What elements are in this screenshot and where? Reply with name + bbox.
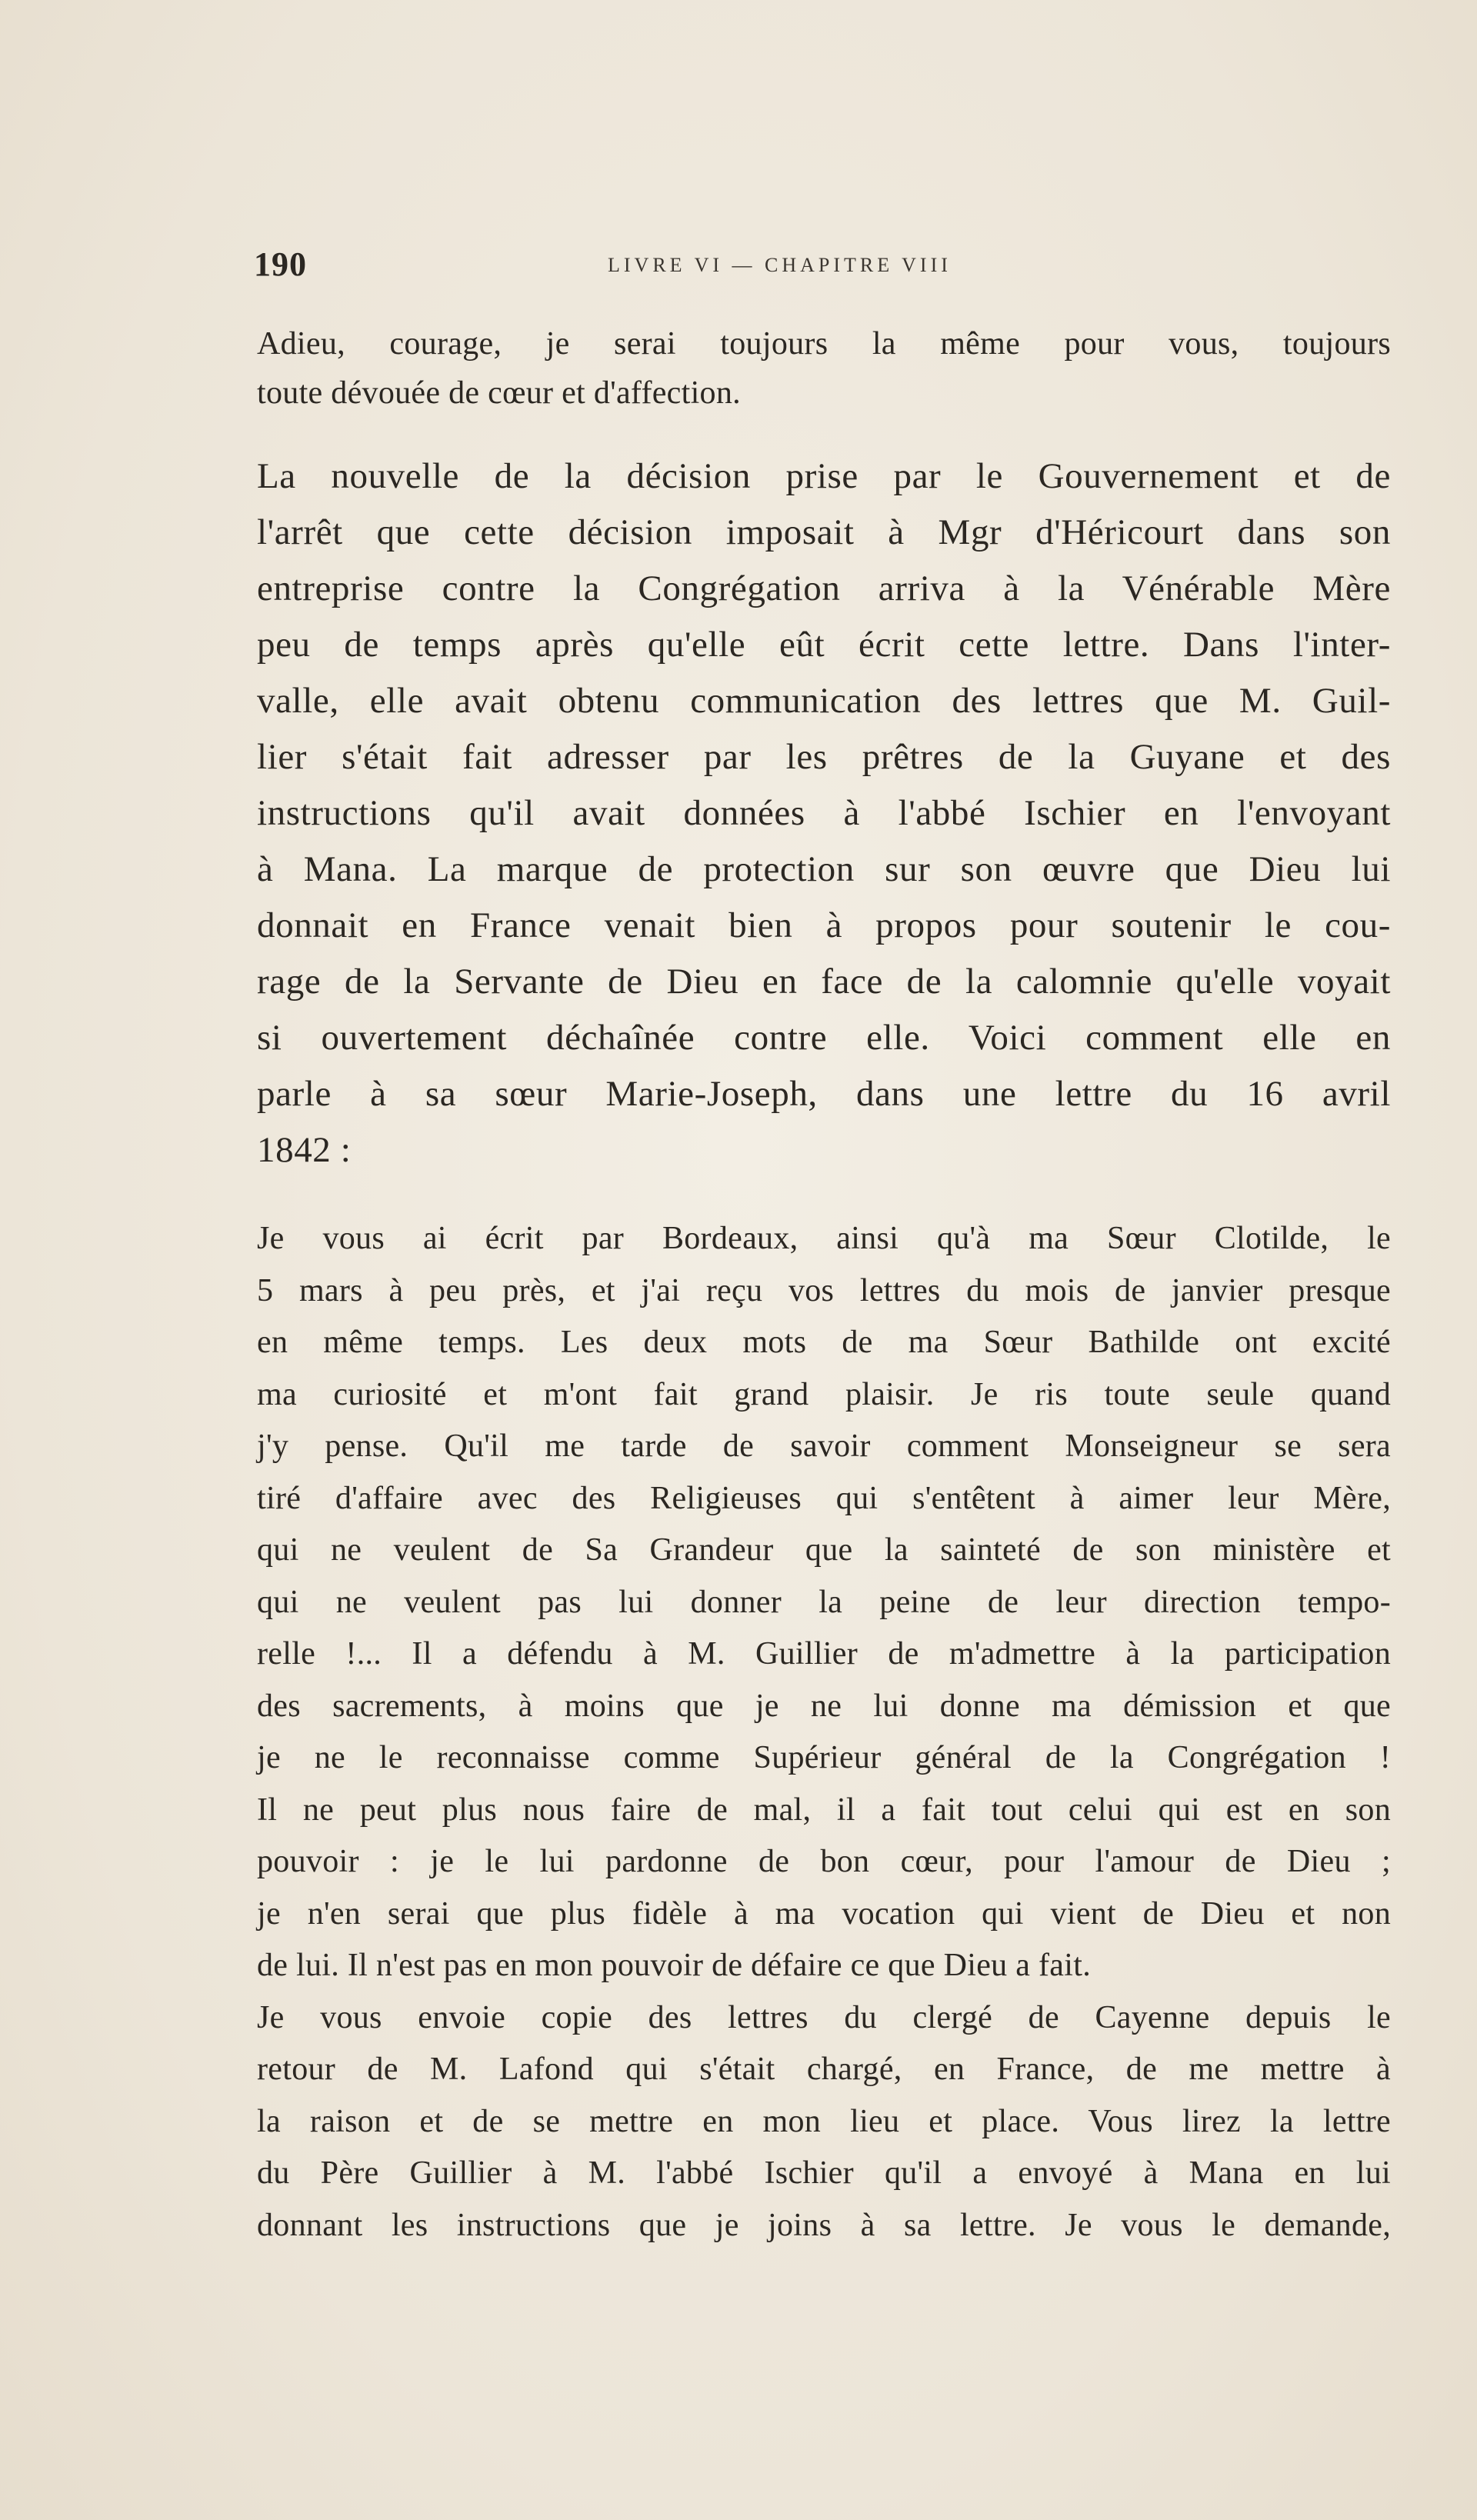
text-line: Je vous envoie copie des lettres du clergé de Cayenne depuis le — [257, 1999, 1391, 2035]
text-line: des sacrements, à moins que je ne lui donne ma démission et que — [257, 1688, 1391, 1724]
text-line: relle !... Il a défendu à M. Guillier de m'admettre à la participation — [257, 1636, 1391, 1672]
text-line: si ouvertement déchaînée contre elle. Voici comment elle en — [257, 1018, 1391, 1058]
text-line: à Mana. La marque de protection sur son œuvre que Dieu lui — [257, 849, 1391, 889]
text-line: donnait en France venait bien à propos pour soutenir le cou- — [257, 905, 1391, 945]
text-line: donnant les instructions que je joins à sa lettre. Je vous le demande, — [257, 2207, 1391, 2243]
text-line: qui ne veulent pas lui donner la peine de leur direction tempo- — [257, 1584, 1391, 1620]
text-line: qui ne veulent de Sa Grandeur que la sainteté de son ministère et — [257, 1532, 1391, 1568]
text-line: tiré d'affaire avec des Religieuses qui s'entêtent à aimer leur Mère, — [257, 1480, 1391, 1516]
text-line: retour de M. Lafond qui s'était chargé, en France, de me mettre à — [257, 2052, 1391, 2087]
text-line: du Père Guillier à M. l'abbé Ischier qu'il a envoyé à Mana en lui — [257, 2155, 1391, 2191]
text-line: entreprise contre la Congrégation arriva à la Vénérable Mère — [257, 568, 1391, 608]
text-line: parle à sa sœur Marie-Joseph, dans une lettre du 16 avril — [257, 1074, 1391, 1114]
text-line: peu de temps après qu'elle eût écrit cette lettre. Dans l'inter- — [257, 625, 1391, 665]
text-line: instructions qu'il avait données à l'abbé Ischier en l'envoyant — [257, 793, 1391, 833]
text-line: en même temps. Les deux mots de ma Sœur Bathilde ont excité — [257, 1325, 1391, 1360]
text-line: La nouvelle de la décision prise par le Gouvernement et de — [257, 456, 1391, 496]
text-line: Il ne peut plus nous faire de mal, il a fait tout celui qui est en son — [257, 1792, 1391, 1828]
text-line: toute dévouée de cœur et d'affection. — [257, 375, 741, 411]
text-line: la raison et de se mettre en mon lieu et place. Vous lirez la lettre — [257, 2103, 1391, 2139]
text-line: 1842 : — [257, 1130, 352, 1170]
text-line: 5 mars à peu près, et j'ai reçu vos lettres du mois de janvier presque — [257, 1272, 1391, 1308]
text-line: pouvoir : je le lui pardonne de bon cœur, pour l'amour de Dieu ; — [257, 1844, 1391, 1879]
text-line: Adieu, courage, je serai toujours la même pour vous, toujours — [257, 326, 1391, 362]
text-line: l'arrêt que cette décision imposait à Mgr d'Héricourt dans son — [257, 512, 1391, 552]
text-line: j'y pense. Qu'il me tarde de savoir comment Monseigneur se sera — [257, 1428, 1391, 1464]
text-line: rage de la Servante de Dieu en face de la calomnie qu'elle voyait — [257, 962, 1391, 1002]
text-line: valle, elle avait obtenu communication des lettres que M. Guil- — [257, 681, 1391, 721]
running-head: LIVRE VI — CHAPITRE VIII — [608, 254, 952, 276]
text-line: je n'en serai que plus fidèle à ma vocation qui vient de Dieu et non — [257, 1895, 1391, 1932]
text-line: ma curiosité et m'ont fait grand plaisir. Je ris toute seule quand — [257, 1376, 1391, 1412]
text-line: de lui. Il n'est pas en mon pouvoir de défaire ce que Dieu a fait. — [257, 1948, 1091, 1983]
text-line: Je vous ai écrit par Bordeaux, ainsi qu'à ma Sœur Clotilde, le — [257, 1221, 1391, 1256]
page-number: 190 — [254, 245, 307, 283]
text-line: lier s'était fait adresser par les prêtres de la Guyane et des — [257, 737, 1391, 777]
page-header — [254, 245, 1392, 283]
text-line: je ne le reconnaisse comme Supérieur général de la Congrégation ! — [257, 1740, 1391, 1775]
